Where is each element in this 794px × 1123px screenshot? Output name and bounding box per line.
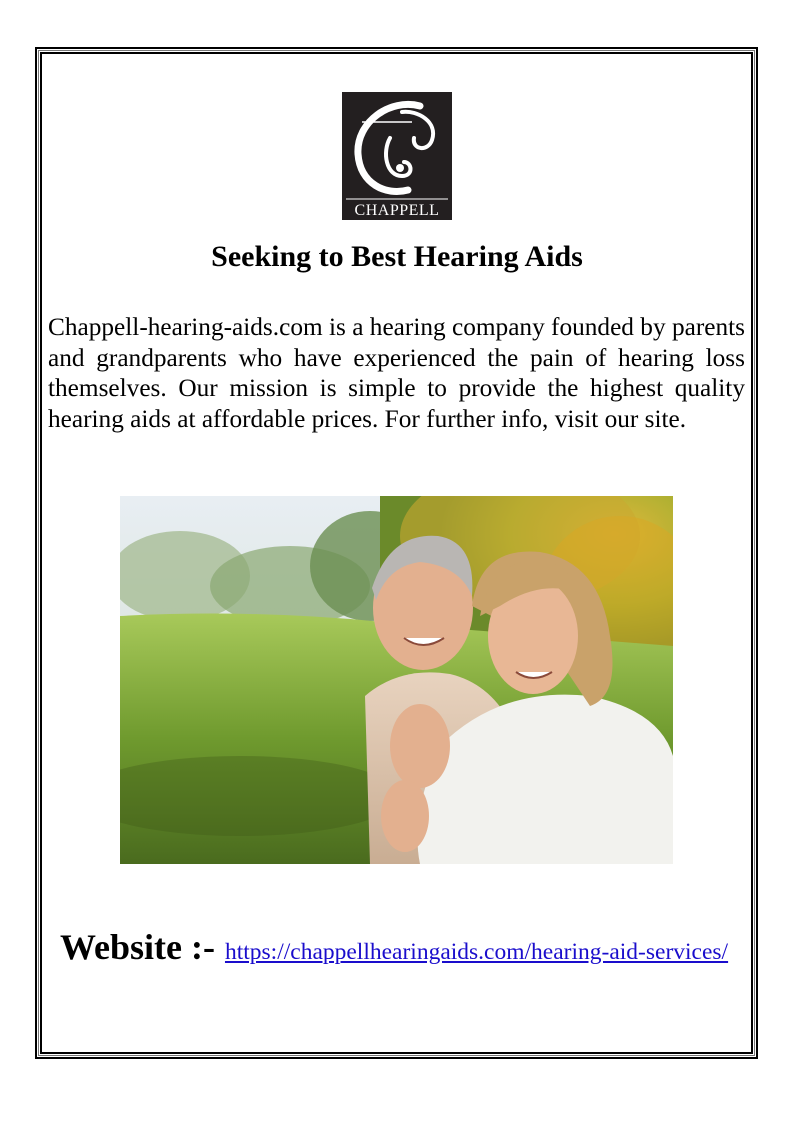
page-title: Seeking to Best Hearing Aids <box>211 240 583 273</box>
website-row <box>60 926 760 968</box>
website-link[interactable]: https://chappellhearingaids.com/hearing-aid-services/ <box>224 939 729 965</box>
body-paragraph: Chappell-hearing-aids.com is a hearing company founded by parents and grandparents who have experienced the pain of hearing loss themselves. Our mission is simple to provide the highest quality hearing aids at affordable prices. For further info, visit our site. <box>48 313 745 433</box>
logo-brand-text: CHAPPELL <box>354 202 440 219</box>
chappell-logo <box>342 92 452 220</box>
website-label: Website :- <box>60 927 215 967</box>
senior-couple-photo <box>120 496 673 864</box>
